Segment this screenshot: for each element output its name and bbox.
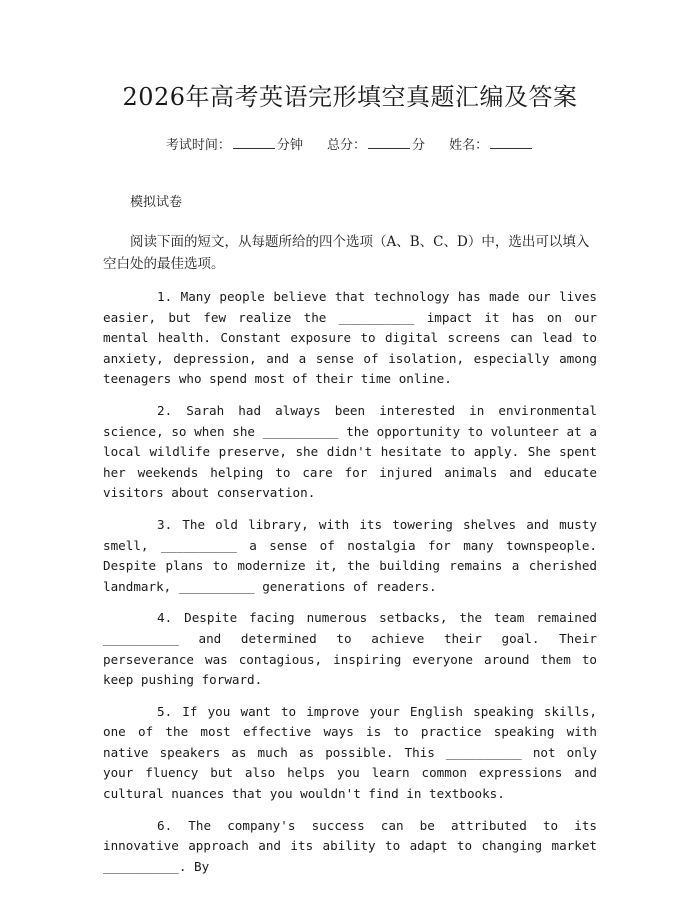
question-2: 2. Sarah had always been interested in environmental science, so when she __________ the opportunity to volunteer at a local wildlife preserve, she didn't hesitate to apply. She spent her weekends helping to care for injured animals and educate visitors about conservation.: [103, 402, 597, 501]
exam-name-field: [449, 134, 534, 156]
exam-time-field: [166, 134, 303, 156]
question-6: 6. The company's success can be attributed to its innovative approach and its ability to adapt to changing market __________. By: [103, 817, 597, 874]
time-blank: [233, 134, 275, 149]
name-label: 姓名：: [449, 138, 489, 153]
exam-score-field: [327, 134, 425, 156]
score-label: 总分：: [326, 138, 366, 153]
question-3: 3. The old library, with its towering shelves and musty smell, __________ a sense of nostalgia for many townspeople. Despite plans to modernize it, the building remains a cherished landmark, __________ generations of readers.: [103, 516, 597, 594]
score-blank: [368, 134, 410, 149]
question-list: [103, 287, 597, 877]
question-1: 1. Many people believe that technology has made our lives easier, but few realize the __________ impact it has on our mental health. Constant exposure to digital screens can lead to anxiety, depression, and a sense of isolation, especially among teenagers who spend most of their time online.: [103, 289, 597, 387]
score-unit: 分: [412, 138, 426, 153]
time-unit: 分钟: [276, 138, 303, 153]
exam-meta-line: [103, 134, 597, 156]
section-label: 模拟试卷: [130, 195, 183, 210]
instructions-paragraph: 阅读下面的短文，从每题所给的四个选项（A、B、C、D）中，选出可以填入空白处的最佳选项。: [103, 234, 590, 272]
document-title: 2026年高考英语完形填空真题汇编及答案: [122, 83, 578, 111]
question-4: 4. Despite facing numerous setbacks, the team remained __________ and determined to achieve their goal. Their perseverance was contagious, inspiring everyone around them to keep pushing forward.: [103, 610, 597, 688]
name-blank: [490, 134, 532, 149]
question-5: 5. If you want to improve your English speaking skills, one of the most effective ways is to practice speaking with native speakers as much as possible. This __________ not only your fluency but also helps you learn common expressions and cultural nuances that you wouldn't find in textbooks.: [103, 703, 597, 802]
time-label: 考试时间：: [165, 138, 231, 153]
exam-page: [103, 80, 597, 888]
